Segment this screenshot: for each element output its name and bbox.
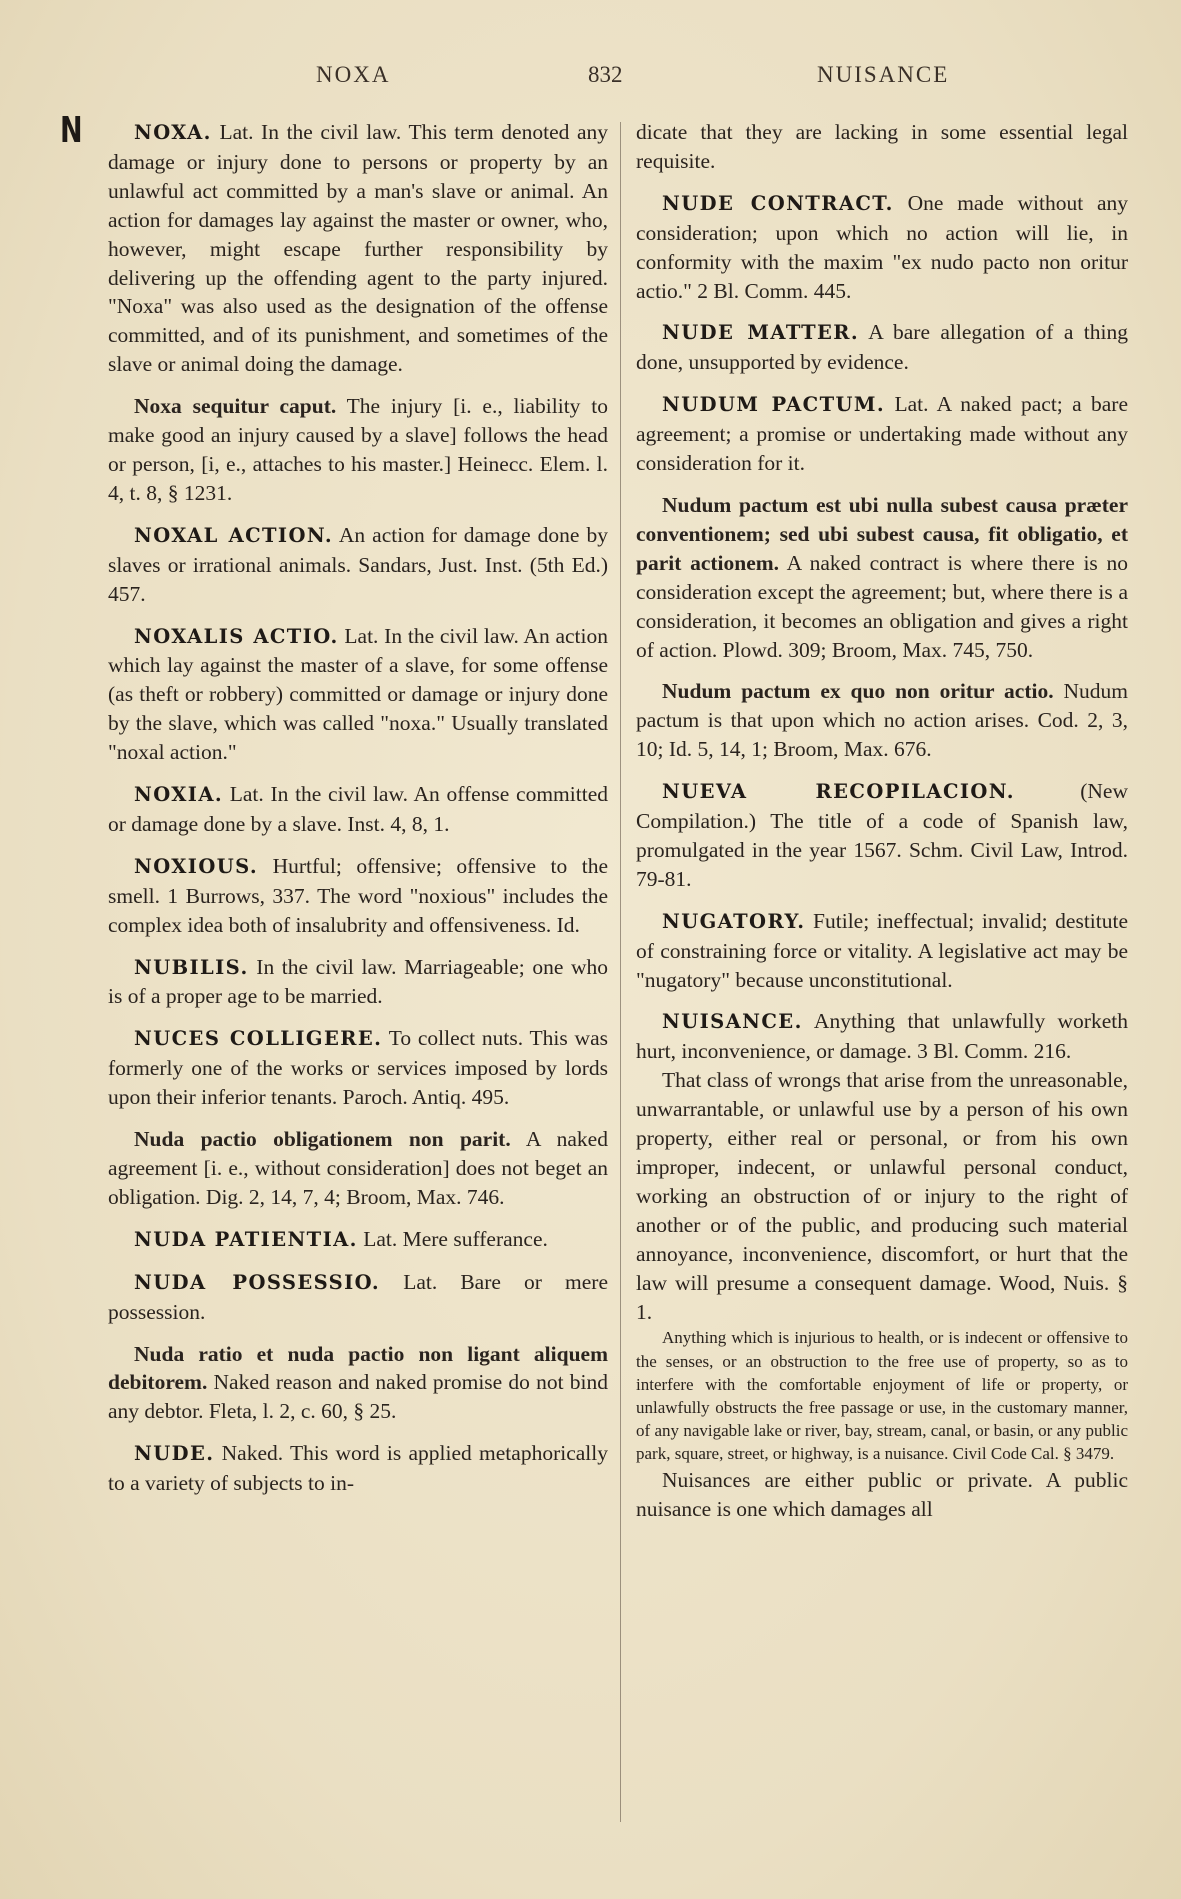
entry (108, 392, 608, 508)
entry-body: Naked. This word is applied metaphorically to a variety of subjects to in- (108, 1441, 608, 1496)
entry (108, 118, 608, 379)
entry-headword: NUBILIS. (134, 955, 249, 979)
entry-body: Nudum pactum is that upon which no action arises. Cod. 2, 3, 10; Id. 5, 14, 1; Broom, Max. 676. (636, 679, 1129, 762)
entry-maxim: Nudum pactum ex quo non oritur actio. (662, 679, 1054, 704)
letter-tab: N (60, 110, 83, 151)
header-first-word: NOXA (316, 62, 391, 87)
entry-headword: NUDA POSSESSIO. (134, 1270, 381, 1294)
entry-maxim: Nudum pactum est ubi nulla subest causa præter conventionem; sed ubi subest causa, fit obligatio, et parit actionem. (636, 492, 1128, 575)
entry-headword: NUEVA RECOPILACION. (662, 780, 1015, 804)
entry-body: To collect nuts. This was formerly one of the works or services imposed by lords upon their inferior tenants. Paroch. Antiq. 495. (108, 1026, 608, 1110)
entry-body: Lat. In the civil law. This term denoted any damage or injury done to persons or property by an unlawful act committed by a man's slave or animal. An action for damages lay against the master or owner, who, however, might escape further responsibility by delivering up the offending agent to the party injured. "Noxa" was also used as the designation of the offense committed, and of its punishment, and sometimes of the slave or animal doing the damage. (108, 120, 608, 377)
entry-maxim: Noxa sequitur caput. (134, 394, 337, 419)
entry-headword: NUDUM PACTUM. (662, 393, 886, 417)
entry-headword: NUCES COLLIGERE. (134, 1027, 383, 1051)
entry (108, 1340, 608, 1427)
entry-body: A naked contract is where there is no consideration except the agreement; but, where there is a consideration, it becomes an obligation and gives a right of action. Plowd. 309; Broom, Max. 745, 750. (636, 550, 1128, 662)
entry-body: (New Compilation.) The title of a code of Spanish law, promulgated in the year 1567. Schm. Civil Law, Introd. 79-81. (636, 779, 1128, 891)
entry-body: Lat. In the civil law. An action which lay against the master of a slave, for some offense (as theft or robbery) committed or damage or injury done by the slave, which was called "noxa." Usually translated "noxal action." (108, 623, 608, 765)
entry (108, 1024, 608, 1112)
entry-headword: NOXAL ACTION. (134, 523, 334, 547)
left-column (108, 118, 608, 1511)
entry (636, 491, 1128, 664)
entry (636, 390, 1128, 478)
entry-paragraph: That class of wrongs that arise from the unreasonable, unwarrantable, or unlawful use by a person of his own property, either real or personal, or from his own improper, indecent, or unlawful personal conduct, working an obstruction of or injury to the right of another or of the public, and producing such material annoyance, inconvenience, discomfort, or hurt that the law will presume a consequent damage. Wood, Nuis. § 1. (636, 1068, 1128, 1324)
entry-body: The injury [i. e., liability to make good an injury caused by a slave] follows the head or person, [i, e., attaches to his master.] Heinecc. Elem. l. 4, t. 8, § 1231. (108, 394, 608, 505)
entry (108, 1439, 608, 1498)
entry-body: Hurtful; offensive; offensive to the smell. 1 Burrows, 337. The word "noxious" includes the complex idea both of insalubrity and offensiveness. Id. (108, 853, 608, 937)
entry (108, 521, 608, 609)
entry-headword: NUGATORY. (662, 909, 806, 933)
right-column (636, 118, 1128, 1536)
entry-headword: NUDE. (134, 1442, 215, 1466)
entry (636, 907, 1128, 995)
entry-body: Lat. In the civil law. An offense committed or damage done by a slave. Inst. 4, 8, 1. (108, 782, 608, 836)
entry-nuisance (636, 1007, 1128, 1523)
entry (108, 780, 608, 839)
entry-body: Lat. Mere sufferance. (363, 1226, 548, 1251)
entry-maxim: Nuda ratio et nuda pactio non ligant aliquem debitorem. (108, 1341, 608, 1395)
entry (636, 777, 1128, 894)
header-last-word: NUISANCE (817, 62, 950, 87)
entry-headword: NOXALIS ACTIO. (134, 624, 339, 648)
entry-body: An action for damage done by slaves or irrational animals. Sandars, Just. Inst. (5th Ed.) 457. (108, 522, 608, 606)
entry (636, 189, 1128, 306)
entry-body: A bare allegation of a thing done, unsupported by evidence. (636, 320, 1128, 375)
page-number: 832 (588, 62, 623, 87)
entry (636, 677, 1128, 764)
entry (108, 622, 608, 768)
entry-headword: NOXIA. (134, 783, 224, 807)
entry (108, 953, 608, 1012)
entry-body: In the civil law. Marriageable; one who is of a proper age to be married. (108, 954, 609, 1009)
entry-body: Lat. A naked pact; a bare agreement; a promise or undertaking made without any consideration for it. (636, 392, 1129, 476)
entry (108, 852, 608, 940)
entry-body: Anything that unlawfully worketh hurt, inconvenience, or damage. 3 Bl. Comm. 216. (636, 1009, 1128, 1064)
column-divider (620, 122, 621, 1822)
entry-headword: NUDE CONTRACT. (662, 191, 894, 215)
entry-headword: NUDE MATTER. (662, 321, 860, 345)
entry-body: One made without any consideration; upon which no action will lie, in conformity with the maxim "ex nudo pacto non oritur actio." 2 Bl. Comm. 445. (636, 190, 1129, 303)
entry-body: Naked reason and naked promise do not bind any debtor. Fleta, l. 2, c. 60, § 25. (108, 1370, 608, 1424)
entry-paragraph: Nuisances are either public or private. A public nuisance is one which damages all (636, 1467, 1128, 1521)
continued-text: dicate that they are lacking in some essential legal requisite. (636, 120, 1128, 173)
entry-body: Lat. Bare or mere possession. (108, 1269, 608, 1324)
entry (108, 1225, 608, 1255)
entry-maxim: Nuda pactio obligationem non parit. (134, 1127, 511, 1152)
entry (108, 1125, 608, 1212)
running-header (0, 62, 1181, 96)
entry-headword: NUDA PATIENTIA. (134, 1227, 358, 1251)
entry-body: Futile; ineffectual; invalid; destitute of constraining force or vitality. A legislative act may be "nugatory" because unconstitutional. (636, 908, 1128, 992)
entry-headword: NUISANCE. (662, 1010, 803, 1034)
entry-headword: NOXIOUS. (134, 854, 259, 878)
entry-headword: NOXA. (134, 121, 212, 144)
entry-body: A naked agreement [i. e., without consideration] does not beget an obligation. Dig. 2, 14, 7, 4; Broom, Max. 746. (108, 1127, 608, 1209)
entry (636, 318, 1128, 377)
statute-quote: Anything which is injurious to health, or is indecent or offensive to the senses, or an obstruction to the free use of property, so as to interfere with the comfortable enjoyment of life or property, or unlawfully obstructs the free passage or use, in the customary manner, of any navigable lake or river, bay, stream, canal, or basin, or any public park, square, street, or highway, is a nuisance. Civil Code Cal. § 3479. (636, 1328, 1128, 1464)
entry (108, 1268, 608, 1327)
